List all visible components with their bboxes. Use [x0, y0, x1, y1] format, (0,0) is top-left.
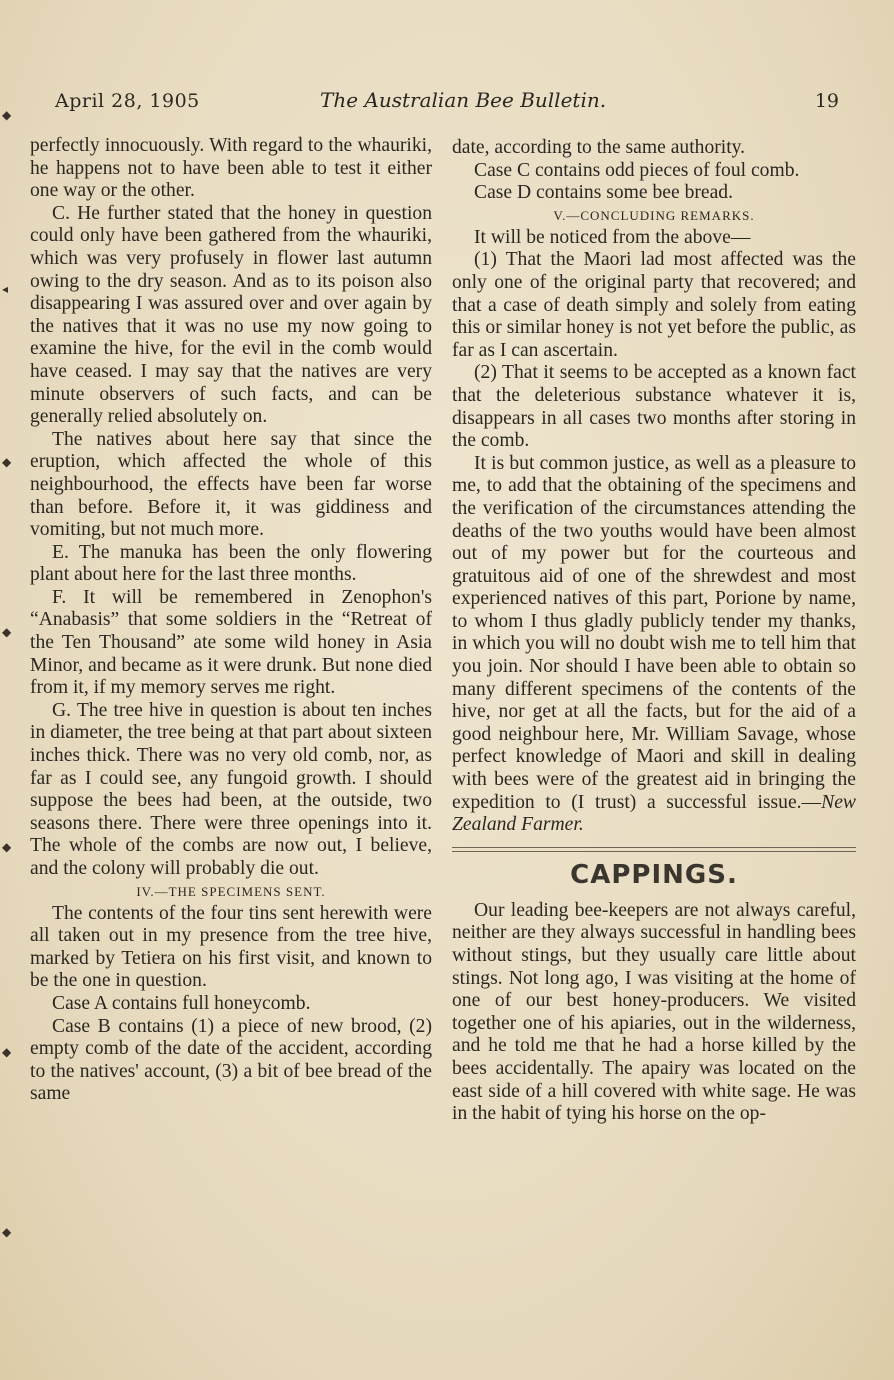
binding-mark: ◆: [2, 625, 12, 639]
binding-mark: ◆: [2, 455, 12, 469]
paragraph: G. The tree hive in question is about ten inches in diameter, the tree being at that part about sixteen inches thick. There was no very old comb, nor, as far as I could see, any fungoid growth. I should suppose the bees had been, at the outside, two seasons there. There were three openings into it. The whole of the combs are now out, I believe, and the colony will probably die out.: [30, 699, 432, 879]
binding-mark: ◆: [2, 840, 12, 854]
paragraph: E. The manuka has been the only flowering plant about here for the last three months.: [30, 541, 432, 586]
binding-margin: [0, 0, 14, 1380]
paragraph: The natives about here say that since the eruption, which affected the whole of this neighbourhood, the effects have been far worse than before. Before it, it was giddiness and vomiting, but not much more.: [30, 428, 432, 541]
paragraph: Case D contains some bee bread.: [474, 182, 733, 204]
left-column: [30, 135, 432, 1106]
paragraph: Case C contains odd pieces of foul comb.: [474, 159, 800, 181]
paragraph: Our leading bee-keepers are not always careful, neither are they always successful in handling bees without stings, but they usually care little about stings. Not long ago, I was visiting at the home of one of our best honey-producers. We visited together one of his apiaries, out in the wilderness, and he told me that he had a horse killed by the bees accidentally. The apairy was located on the east side of a hill covered with white sage. He was in the habit of tying his horse on the op-: [452, 899, 856, 1125]
binding-mark: ◂: [2, 282, 9, 296]
page-header: [55, 88, 839, 118]
cappings-heading: CAPPINGS.: [570, 859, 738, 890]
paragraph: The contents of the four tins sent herewith were all taken out in my presence from the tree hive, marked by Tetiera on his first visit, and known to be the one in question.: [30, 902, 432, 992]
paragraph: date, according to the same authority.: [452, 137, 746, 158]
paragraph: Case B contains (1) a piece of new brood, (2) empty comb of the date of the accident, according to the natives' account, (3) a bit of bee bread of the same: [30, 1015, 432, 1105]
paragraph: [452, 453, 856, 837]
paragraph: It will be noticed from the above—: [474, 226, 751, 248]
binding-mark: ◆: [2, 1045, 12, 1059]
divider: [452, 851, 856, 852]
right-column: [452, 137, 856, 1126]
paragraph: (1) That the Maori lad most affected was the only one of the original party that recovered; and that a case of death simply and solely from eating this or similar honey is not yet before the public, as far as I can ascertain.: [452, 249, 856, 361]
page-number: 19: [814, 90, 839, 112]
divider: [452, 847, 856, 848]
section-heading: V.—CONCLUDING REMARKS.: [553, 207, 755, 223]
section-heading: IV.—THE SPECIMENS SENT.: [136, 883, 326, 899]
paragraph: Case A contains full honeycomb.: [52, 992, 311, 1014]
paragraph-text: It is but common justice, as well as a pleasure to me, to add that the obtaining of the specimens and the verification of the circumstances attending the deaths of the two youths would have been almost out of my power but for the courteous and gratuitous aid of one of the shrewdest and most experienced natives of this part, Porione by name, to whom I thus gladly publicly tender my thanks, in which you will no doubt wish me to tell him that you join. Nor should I have been able to obtain so many different specimens of the contents of the hive, nor get at all the facts, but for the aid of a good neighbour here, Mr. William Savage, whose perfect knowledge of Maori and skill in dealing with bees were of the greatest aid in bringing the expedition to (I trust) a successful issue.—: [452, 452, 856, 813]
issue-date: April 28, 1905: [55, 90, 200, 112]
paragraph: F. It will be remembered in Zenophon's “Anabasis” that some soldiers in the “Retreat of the Ten Thousand” ate some wild honey in Asia Minor, and became as it were drunk. But none died from it, if my memory serves me right.: [30, 586, 432, 699]
binding-mark: ◆: [2, 108, 12, 122]
binding-mark: ◆: [2, 1225, 12, 1239]
paragraph: perfectly innocuously. With regard to the whauriki, he happens not to have been able to test it either one way or the other.: [30, 135, 432, 202]
publication-title: The Australian Bee Bulletin.: [320, 88, 607, 112]
paragraph: (2) That it seems to be accepted as a known fact that the deleterious substance whatever it is, disappears in all cases two months after storing in the comb.: [452, 362, 856, 452]
source-attribution: New Zealand Farmer.: [452, 791, 856, 836]
paragraph: C. He further stated that the honey in question could only have been gathered from the whauriki, which was very profusely in flower last autumn owing to the dry season. And as to its poison also disappearing I was assured over and over again by the natives that it was no use my now going to examine the hive, for the evil in the comb would have ceased. I may say that the natives are very minute observers of such facts, and can be generally relied absolutely on.: [30, 202, 432, 428]
